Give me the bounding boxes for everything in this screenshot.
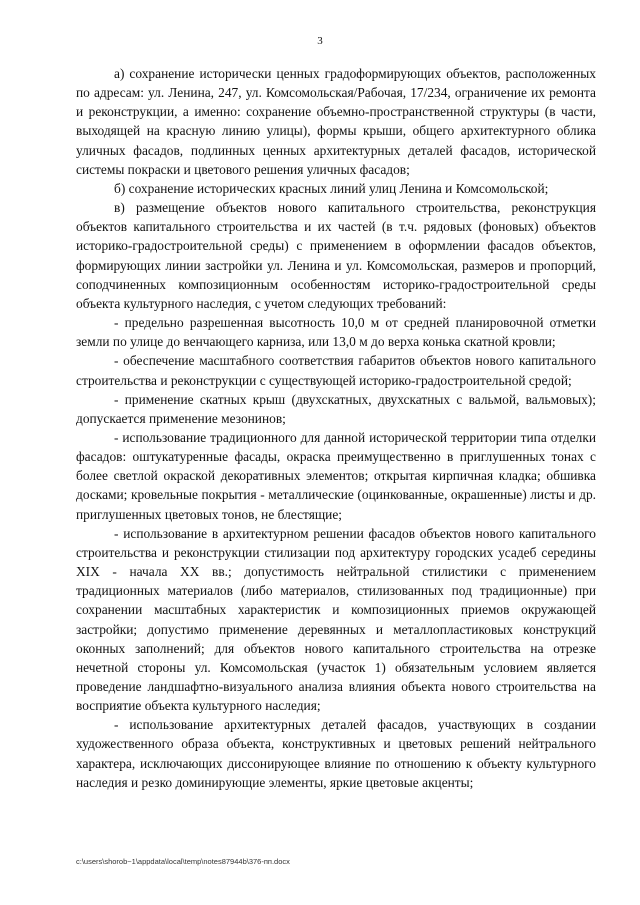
paragraph-item-a: а) сохранение исторически ценных градоформирующих объектов, расположенных по адресам: ул. Ленина, 247, ул. Комсомольская/Рабочая, 17/234, ограничение их ремонта и реконструкции, а именно: сохранение объемно-пространственной структуры (в части, выходящей на красную линию улицы), формы крыши, общего архитектурного облика уличных фасадов, подлинных ценных архитектурных деталей фасадов, исторической системы покраски и цветового решения уличных фасадов; xyxy=(76,66,596,177)
document-body xyxy=(76,64,596,792)
requirement-scale-conformity: - обеспечение масштабного соответствия габаритов объектов нового капитального строительства и реконструкции с существующей историко-градостроительной средой; xyxy=(76,353,596,388)
requirement-pitched-roofs: - применение скатных крыш (двухскатных, двухскатных с вальмой, вальмовых); допускается применение мезонинов; xyxy=(76,391,596,426)
footer-file-path: c:\users\shorob~1\appdata\local\temp\notes87944b\376-пп.docx xyxy=(76,857,290,866)
requirement-facade-finish: - использование традиционного для данной исторической территории типа отделки фасадов: оштукатуренные фасады, окраска преимущественно в приглушенных тонах с более светлой окраской декоративных элементов; открытая кирпичная кладка; обшивка досками; кровельные покрытия - металлические (оцинкованные, окрашенные) листы и др. приглушенных цветовых тонов, не блестящие; xyxy=(76,429,596,522)
requirement-facade-details: - использование архитектурных деталей фасадов, участвующих в создании художественного образа объекта, конструктивных и цветовых решений нейтрального характера, исключающих диссонирующее влияние по отношению к объекту культурного наследия и резко доминирующие элементы, яркие цветовые акценты; xyxy=(76,717,596,790)
paragraph-item-v: в) размещение объектов нового капитального строительства, реконструкция объектов капитального строительства и их частей (в т.ч. рядовых (фоновых) объектов историко-градостроительной среды) с применением в оформлении фасадов объектов, формирующих линии застройки ул. Ленина и ул. Комсомольская, размеров и пропорций, соподчиненных композиционным особенностям историко-градостроительной среды объекта культурного наследия, с учетом следующих требований: xyxy=(76,200,596,311)
paragraph-item-b: б) сохранение исторических красных линий улиц Ленина и Комсомольской; xyxy=(114,180,549,196)
requirement-height-limit: - предельно разрешенная высотность 10,0 м от средней планировочной отметки земли по улице до венчающего карниза, или 13,0 м до верха конька скатной кровли; xyxy=(76,315,596,350)
requirement-architectural-style: - использование в архитектурном решении фасадов объектов нового капитального строительства и реконструкции стилизации под архитектуру городских усадеб середины XIX - начала XX вв.; допустимость нейтральной стилистики с применением традиционных материалов (либо материалов, стилизованных под традиционные) при сохранении масштабных характеристик и композиционных приемов окружающей застройки; допустимо применение деревянных и металлопластиковых конструкций оконных заполнений; для объектов нового капитального строительства на отрезке нечетной стороны ул. Комсомольская (участок 1) обязательным условием является проведение ландшафтно-визуального анализа влияния объекта нового строительства на восприятие объекта культурного наследия; xyxy=(76,525,596,714)
page-number: 3 xyxy=(317,35,323,47)
